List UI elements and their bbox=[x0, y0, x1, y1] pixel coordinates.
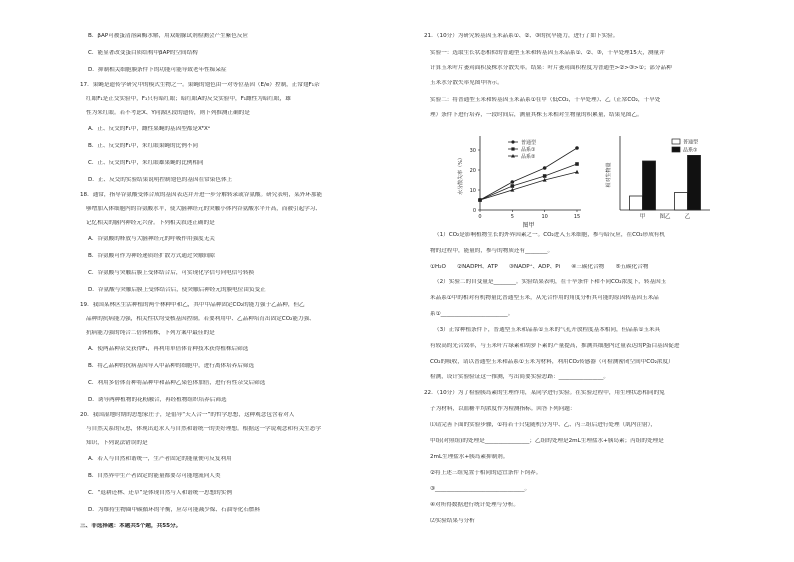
x-tick-label: 10 bbox=[541, 214, 548, 220]
x-tick-label: 0 bbox=[478, 214, 482, 220]
text-line: 22．（10分）为了检验胰岛素的生理作用，某同学进行实验。在实验过程中，用生理状态相同的兔 bbox=[424, 390, 665, 396]
text-line: 计算玉米叶片萎蔫面积及株水分散失率。结果：叶片萎蔫面积程度为普通型>②>③>①；部分品种 bbox=[430, 65, 672, 71]
legend-label: 品系① bbox=[521, 147, 536, 153]
y-axis-label: 水分散失率（%） bbox=[458, 155, 464, 195]
text-line: ⑴请完善下面的实验步骤，①将若干只兔随机分为甲、乙、丙三组后进行处理（肌内注射）， bbox=[430, 422, 656, 428]
text-line: 2mL生理盐水+胰岛素抑制剂。 bbox=[430, 454, 509, 460]
bar-chart-figure-yi bbox=[598, 130, 716, 230]
text-line: B．将乙品种的抗病基因导入甲品种的细胞中，进行离体培养后筛选 bbox=[88, 363, 255, 369]
data-point bbox=[575, 162, 579, 166]
text-line: （2）实验二的自变量是________。实验结果表明，在干旱条件下和不同CO₂浓度下，转基因玉 bbox=[434, 279, 667, 285]
text-line: C．“退耕还林、还草”是体现自然与人和谐统一思想的实例 bbox=[88, 490, 232, 496]
text-line: C．利用多倍体育种将品种甲和品种乙染色体加倍，进行有性杂交后筛选 bbox=[88, 380, 266, 386]
text-line: 米品系①中的相对有机物量比普通型玉米，从光合作用的角度分析其可能的原因转基因玉米品 bbox=[430, 295, 659, 301]
text-line: A．正、反交的F₁中，雌性果蝇的基因型都是XᴱXᵉ bbox=[88, 126, 211, 132]
x-tick-label: 15 bbox=[573, 214, 581, 220]
bar bbox=[675, 193, 688, 211]
legend-label: 普通型 bbox=[521, 140, 537, 146]
chart-title: 图乙 bbox=[659, 214, 671, 220]
text-line: 记忆相关的脑内神经元兴奋。下列相关叙述正确的是 bbox=[86, 220, 215, 226]
data-point bbox=[511, 184, 515, 188]
legend-marker bbox=[511, 147, 514, 150]
text-line: ⑵实验结果与分析 bbox=[430, 518, 475, 524]
text-line: 三、非选择题：本题共5个题，共55分。 bbox=[80, 523, 182, 529]
text-line: 与自然关系的反思，体现出追求人与自然和谐统一的美好理想。根据这一学说观念和有关生态学 bbox=[86, 426, 321, 432]
text-line: 19．我国某林区生活种植的两个林种甲和乙，其中甲品种固定CO₂的能力强于乙品种，但乙 bbox=[80, 302, 305, 308]
text-line: C．正、反交的F₁中，朱红眼雄果蝇的比例相同 bbox=[88, 160, 204, 166]
legend-label: 品系① bbox=[683, 147, 698, 154]
text-line: 子为材料，以血糖平均浓度作为检测指标。回答下列问题： bbox=[430, 406, 576, 412]
data-point bbox=[511, 180, 515, 184]
data-point bbox=[543, 174, 547, 178]
text-line: C．谷氨酸与突触后膜上受体结合后，可实现化学信号向电信号转换 bbox=[88, 270, 255, 276]
text-line: D．为维持生物圈中碳循环的平衡，应尽可能减少煤、石油等化石燃料 bbox=[88, 507, 261, 513]
legend-label: 品系② bbox=[521, 154, 536, 160]
text-line: D．正、反交的实验结果说明控制翅色的基因在常染色体上 bbox=[88, 177, 233, 183]
series-line bbox=[480, 172, 577, 200]
text-line: 甲组(对照组)的处理是________________；乙组的处理是2mL生理盐水+胰岛素；丙组的处理是 bbox=[430, 438, 664, 444]
text-line: ②将上述三组兔置于相同的适宜条件下饲养。 bbox=[430, 470, 542, 476]
text-line: D．谷氨酸与突触后膜上受体结合后，使突触后神经元的膜电位由负变正 bbox=[88, 287, 266, 293]
text-line: 系①________________________。 bbox=[430, 311, 514, 317]
text-line: 物的过程中，能量的，参与的物质还有________。 bbox=[430, 248, 554, 254]
text-line: 性为朱红眼。若不考虑X、Y同源区段的遗传，则下列推测正确的是 bbox=[86, 110, 250, 116]
x-tick-label: 5 bbox=[510, 214, 514, 220]
text-line: B．谷氨酸可作为神经递质经扩散方式通过突触间隙 bbox=[88, 253, 215, 259]
text-line: A．谷氨酸的释放与大脑神经元的呼吸作用强度无关 bbox=[88, 236, 215, 242]
series-line bbox=[480, 164, 577, 200]
legend-swatch bbox=[672, 139, 680, 144]
text-line: （3）正常种植条件下，普通型玉米和品系①玉米的气孔开放程度基本相同，但品系①玉米具 bbox=[434, 327, 661, 333]
bar bbox=[688, 155, 701, 210]
text-line: ③________________________________。 bbox=[430, 486, 531, 492]
text-line: ①H₂O ②NADPH、ATP ③NADP⁺、ADP、Pi ④三碳化合物 ⑤五碳化合物 bbox=[430, 264, 649, 270]
text-line: 17．果蝇是遗传学研究中的模式生物之一。果蝇的翅色由一对等位基因（E/e）控制，正常翅F₁杂 bbox=[80, 82, 320, 88]
text-line: A．使两品种杂交获得F₁，再利用单倍体育种技术获得植株后筛选 bbox=[88, 346, 249, 352]
data-point bbox=[543, 166, 547, 170]
legend-swatch bbox=[672, 147, 680, 152]
y-tick-label: 10 bbox=[469, 188, 476, 194]
y-tick-label: 20 bbox=[469, 168, 476, 174]
text-line: 20．我国湿地时期的思想家庄子，是倡导“天人合一”的哲学思想，这种观念包含着对人 bbox=[80, 412, 295, 418]
y-axis-label: 相对生物量 bbox=[606, 162, 612, 188]
legend-label: 普通型 bbox=[683, 139, 699, 146]
text-line: B．正、反交的F₁中，朱红眼果蝇的比例不同 bbox=[88, 143, 198, 149]
text-line: D．抑制相关细胞膜条件下的功能可能导致老年性痴呆症 bbox=[88, 67, 227, 73]
text-line: ④对所得数据进行统计处理与分析。 bbox=[430, 502, 519, 508]
x-tick-label: 乙 bbox=[684, 214, 691, 220]
text-line: 够增加入体细胞内的谷氨酸水平，使大脑神经元的突触小体内谷氨酸水平升高，而被引起学习、 bbox=[86, 206, 321, 212]
bar bbox=[630, 196, 643, 210]
text-line: B．自然界中生产者固定的能量都要尽可能地流向人类 bbox=[88, 473, 221, 479]
x-tick-label: 甲 bbox=[639, 214, 646, 220]
text-line: 实验一：选取生长状态相似的普通型玉米和转基因玉米品系①、②、③，干旱处理15天，测量并 bbox=[430, 50, 665, 56]
text-line: B．βAP可被蛋清溶菌酶水解，用双缩脲试剂检测会产生紫色反应 bbox=[88, 33, 249, 39]
text-line: 18．通常，指导谷氨酸受体合成的基因表达并开进一步分解转录或谷氨酸。研究表明，某外环那能 bbox=[80, 192, 323, 198]
text-line: 有较高的光合效率，与玉米叶片绿素和胡萝卜素的产量提高，推测其细胞内过量表达的P蛋白基因促进 bbox=[430, 343, 680, 349]
text-line: CO₂的吸收，请以普通型玉米和品系①玉米为材料，利用CO₂传感器（可检测密闭空间中CO₂浓度） bbox=[430, 359, 674, 365]
text-line: A．若人与自然和谐统一，生产者固定的能量便可反复利用 bbox=[88, 456, 232, 462]
legend-marker bbox=[511, 140, 514, 143]
text-line: C．能显著改变蛋白质结构中βAP的空间结构 bbox=[88, 50, 198, 56]
text-line: 检测，设计实验验证这一推测，写出简要实验思路：________________。 bbox=[430, 374, 610, 380]
text-line: 知识，下列说法错误的是 bbox=[86, 440, 148, 446]
text-line: 红眼F₁是正交实验中，F₁只有暗红眼；暗红眼A的反交实验中，F₁雌性为暗红眼，雄 bbox=[86, 96, 291, 102]
text-line: 品种的抗病能力强，相关性状均受核基因控制。若要利用甲、乙品种培育出固定CO₂能力强、 bbox=[86, 316, 315, 322]
y-tick-label: 0 bbox=[472, 208, 476, 214]
text-line: 抗病能力强的纯合二倍体植株，下列方案中最佳的是 bbox=[86, 330, 215, 336]
text-line: 实验二：将普通型玉米和转基因玉米品系①在甲（低CO₂，干旱处理）、乙（正常CO₂，干旱处 bbox=[430, 97, 661, 103]
text-line: 21．（10分）为研究转基因玉米品系①、②、③的抗旱能力，进行了如下实验。 bbox=[424, 33, 619, 39]
text-line: （1）CO₂是影响植物生长的外界因素之一。CO₂进入玉米细胞，参与暗反应，在CO₂形成有机 bbox=[434, 232, 665, 238]
text-line: D．诱导两种植物的花粉融合，再经植物组织培养后筛选 bbox=[88, 397, 227, 403]
text-line: 理）条件下进行培养，一段时间后，测量其株玉米相对生物量的积累量，结果见图乙。 bbox=[430, 112, 643, 118]
y-tick-label: 30 bbox=[469, 148, 476, 154]
bar bbox=[643, 161, 656, 210]
line-chart-figure-jia bbox=[452, 130, 592, 230]
data-point bbox=[575, 170, 579, 174]
text-line: 玉米水分散失率见图甲所示。 bbox=[430, 80, 503, 86]
data-point bbox=[575, 146, 579, 150]
chart-title: 图甲 bbox=[522, 222, 535, 229]
